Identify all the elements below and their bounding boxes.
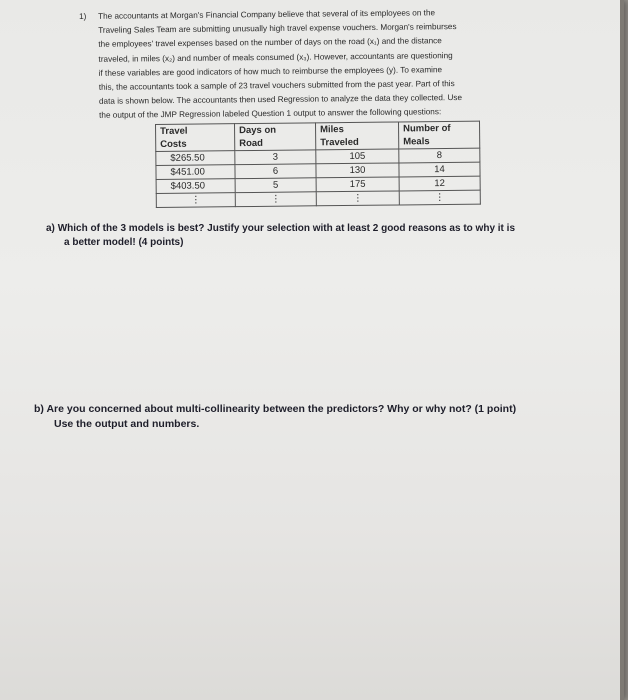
table-cell: ⋮ xyxy=(156,193,235,208)
table-cell: ⋮ xyxy=(235,192,316,207)
page-edge-shadow xyxy=(620,0,624,700)
question-1-number: 1) xyxy=(79,11,87,22)
table-cell: 8 xyxy=(399,148,480,163)
table-cell: $265.50 xyxy=(156,151,235,166)
table-cell: $451.00 xyxy=(156,165,235,180)
table-cell: 175 xyxy=(316,177,399,192)
question-1-line: the output of the JMP Regression labeled Question 1 output to answer the following questions: xyxy=(99,107,442,121)
voucher-data-table xyxy=(155,121,481,208)
question-b-line: Are you concerned about multi-collinearity between the predictors? Why or why not? (1 point) xyxy=(46,403,517,415)
table-cell: 130 xyxy=(316,163,399,178)
table-cell: 12 xyxy=(399,176,480,191)
table-header-row xyxy=(156,121,480,151)
question-1-line: the employees' travel expenses based on the number of days on the road (x₁) and the distance xyxy=(98,36,442,50)
question-1-line: data is shown below. The accountants then used Regression to analyze the data they collected. Use xyxy=(98,93,463,107)
question-a-label: a) xyxy=(46,223,55,234)
question-1-line: Traveling Sales Team are submitting unusually high travel expense vouchers. Morgan's reimburses xyxy=(98,22,457,36)
question-1-line: The accountants at Morgan's Financial Company believe that several of its employees on the xyxy=(98,8,436,21)
header-miles-traveled: Miles Traveled xyxy=(315,122,398,150)
question-1-line: if these variables are good indicators of how much to reimburse the employees (y). To examine xyxy=(98,65,443,78)
table-cell: $403.50 xyxy=(156,179,235,194)
question-a-line: a better model! (4 points) xyxy=(64,237,184,248)
header-number-of-meals: Number of Meals xyxy=(398,121,479,149)
table-row xyxy=(156,190,480,207)
question-1-line: this, the accountants took a sample of 23 travel vouchers submitted from the past year. Part of this xyxy=(98,79,455,92)
question-a xyxy=(46,222,576,250)
question-b-label: b) xyxy=(34,403,44,415)
table-cell: ⋮ xyxy=(316,191,399,206)
header-days-on-road: Days on Road xyxy=(235,123,316,151)
question-1-line: traveled, in miles (x₂) and number of meals consumed (x₃). However, accountants are questioning xyxy=(98,50,453,64)
table-cell: ⋮ xyxy=(399,190,480,205)
question-b xyxy=(34,402,594,431)
table-cell: 5 xyxy=(235,178,316,193)
table-cell: 14 xyxy=(399,162,480,177)
question-b-line: Use the output and numbers. xyxy=(54,417,200,430)
question-a-line: Which of the 3 models is best? Justify your selection with at least 2 good reasons as to why it is xyxy=(57,223,516,234)
table-cell: 105 xyxy=(316,149,399,164)
table-cell: 3 xyxy=(235,150,316,165)
header-travel-costs: Travel Costs xyxy=(156,124,235,152)
question-1 xyxy=(79,5,553,124)
table-cell: 6 xyxy=(235,164,316,179)
